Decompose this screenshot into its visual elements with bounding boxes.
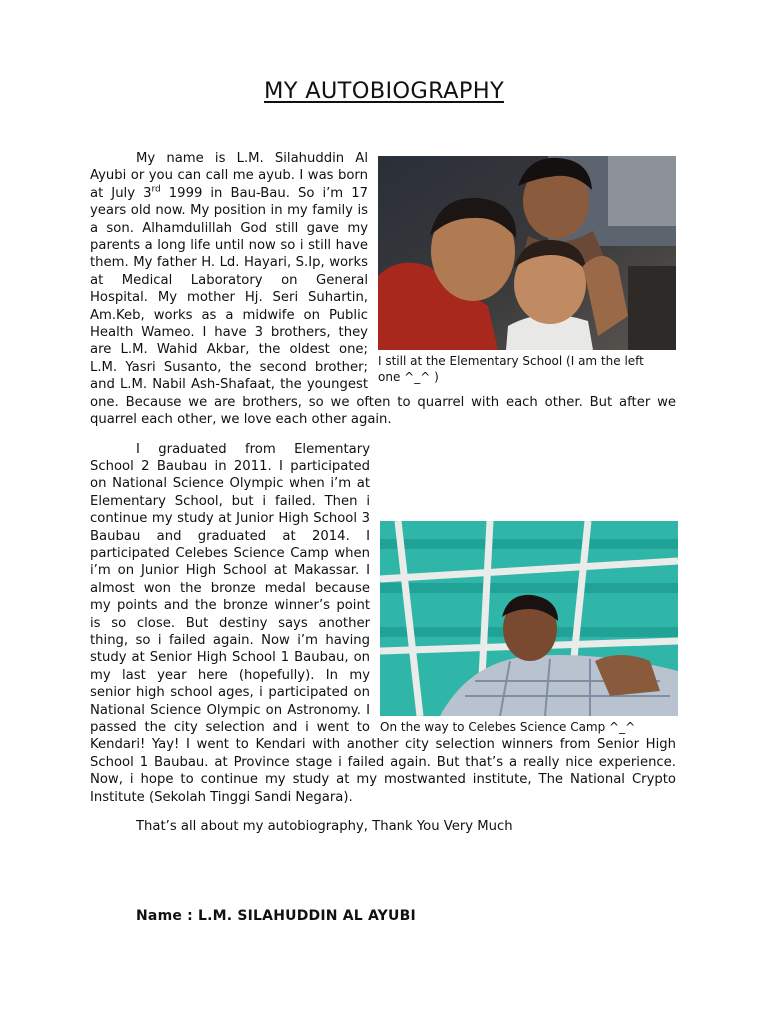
document-body bbox=[90, 150, 676, 835]
paragraph-family-text-a: My name is L.M. Silahuddin Al Ayubi or you can call me ayub. I was born at July 3 bbox=[90, 151, 368, 201]
paragraph-education bbox=[90, 441, 676, 807]
signature-name: L.M. SILAHUDDIN AL AYUBI bbox=[198, 908, 416, 924]
signature-label: Name : bbox=[136, 908, 198, 924]
paragraph-education-text: I graduated from Elementary School 2 Baubau in 2011. I participated on National Science Olympic when i’m at Elementary School, but i failed. Then i continue my study at Junior High School 3 Baubau and graduated at 2014. I participated Celebes Science Camp when i’m on Junior High School at Makassar. I almost won the bronze medal because my points and the bronze winner’s point is so close. But destiny says another thing, so i failed again. Now i’m having study at Senior High School 1 Baubau, on my last year here (hopefully). In my senior high school ages, i participated on National Science Olympic on Astronomy. I passed the city selection and i went to Kendari! Yay! I went to Kendari with another city selection winners from Senior High School 1 Baubau. at Province stage i failed again. But that’s a really nice experience. Now, i hope to continue my study at my mostwanted institute, The National Crypto Institute (Sekolah Tinggi Sandi Negara). bbox=[90, 441, 676, 805]
signature-line bbox=[136, 908, 416, 924]
paragraph-family-text-b: 1999 in Bau-Bau. So i’m 17 years old now. My position in my family is a son. Alhamdulillah God still gave my parents a long life until now so i still have them. My father H. Ld. Hayari, S.Ip, works at Medical Laboratory on General Hospital. My mother Hj. Seri Suhartin, Am.Keb, works as a midwife on Public Health Wameo. I have 3 brothers, they are L.M. Wahid Akbar, the oldest one; L.M. Yasri Susanto, the second brother; and L.M. Nabil Ash-Shafaat, the youngest one. Because we are brothers, so we often to quarrel with each other. But after we quarrel each other, we love each other again. bbox=[90, 185, 676, 428]
figure-family-photo bbox=[378, 156, 676, 385]
figure-caption-camp: On the way to Celebes Science Camp ^_^ bbox=[380, 719, 636, 734]
document-title: MY AUTOBIOGRAPHY bbox=[264, 78, 504, 104]
camp-photo bbox=[380, 521, 678, 716]
paragraph-family bbox=[90, 150, 676, 429]
family-photo bbox=[378, 156, 676, 350]
figure-caption-family: I still at the Elementary School (I am the left one ^_^ ) bbox=[378, 354, 644, 384]
closing-line: That’s all about my autobiography, Thank You Very Much bbox=[136, 819, 513, 835]
ordinal-suffix: rd bbox=[151, 184, 161, 195]
figure-camp-photo bbox=[380, 521, 680, 736]
